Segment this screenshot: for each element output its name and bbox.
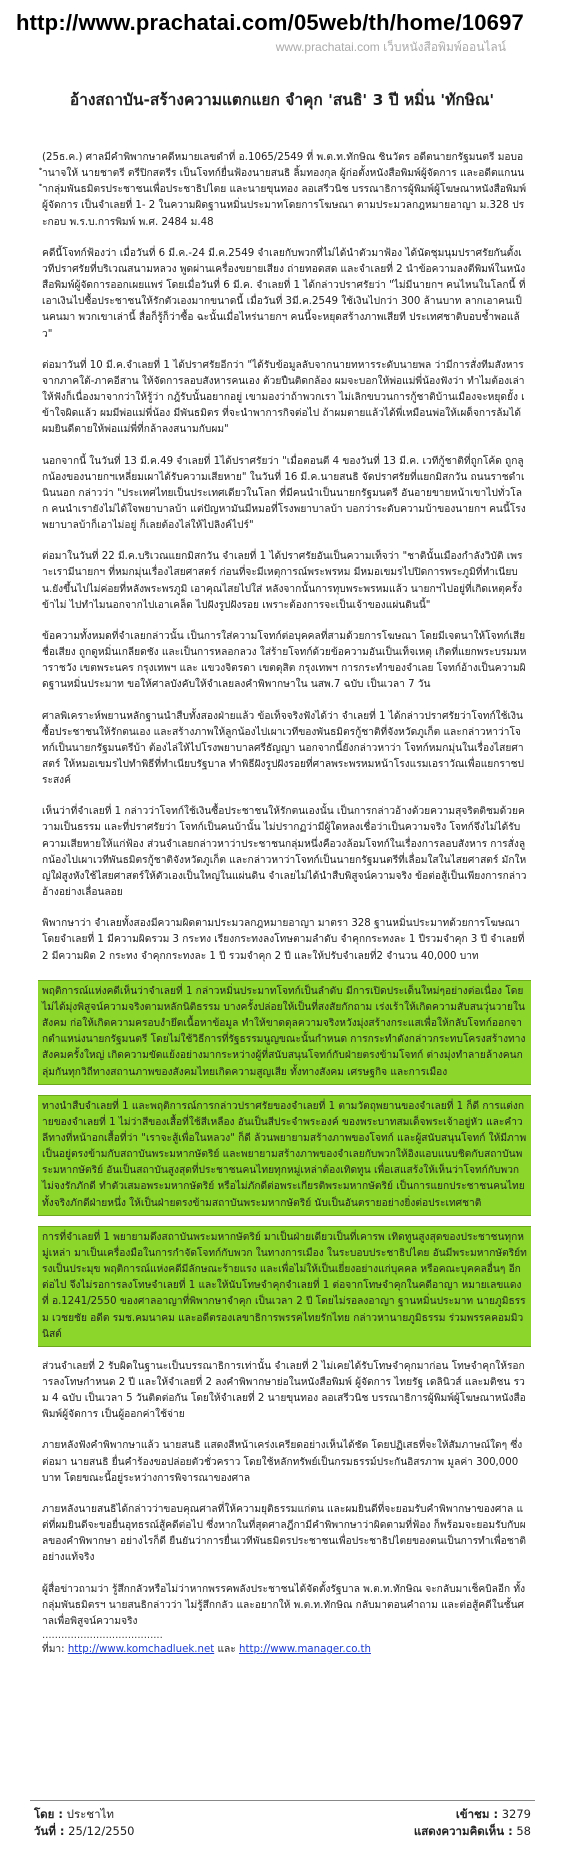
article-paragraph: ศาลพิเคราะห์พยานหลักฐานนำสืบทั้งสองฝ่ายแล้ว ข้อเท็จจริงฟังได้ว่า จำเลยที่ 1 ได้กล่าวปราศรัยว่าโจทก์ใช้เงินซื้อประชาชนให้รักตนเอง และสร้างภาพให้ลูกน้องไปเผาเวทีของพันธมิตรกู้ชาติที่จังหวัดภูเก็ต และกล่าวหาว่าโจทก์เป็นนายกรัฐมนตรีบ้า ต้องไล่ให้ไปโรงพยาบาลศรีธัญญา นอกจากนี้ยังกล่าวหาว่า โจทก์หมกมุ่นในเรื่องไสยศาสตร์ ให้หมอเขมรไปทำพิธีที่ทำเนียบรัฐบาล ทำพิธีฝังรูปฝังรอยที่ศาลพระพรหมหน้าโรงแรมเอราวัณเพื่อแยกราชประสงค์: [42, 710, 524, 787]
date-value: 25/12/2550: [68, 1824, 135, 1838]
article-paragraph: ภายหลังฟังคำพิพากษาแล้ว นายสนธิ แสดงสีหน้าเคร่งเครียดอย่างเห็นได้ชัด โดยปฏิเสธที่จะให้สัมภาษณ์ใดๆ ซึ่งต่อมา นายสนธิ ยื่นคำร้องขอปล่อยตัวชั่วคราว โดยใช้หลักทรัพย์เป็นกรมธรรม์ประกันอิสรภาพ มูลค่า 300,000 บาท โดยขณะนี้อยู่ระหว่างการพิจารณาของศาล: [42, 1440, 523, 1484]
article-paragraph: (25ธ.ค.) ศาลมีคำพิพากษาคดีหมายเลขดำที่ อ.1065/2549 ที่ พ.ต.ท.ทักษิณ ชินวัตร อดีตนายกรัฐมนตรี มอบอำนาจให้ นายชาตรี ตรีปิกสตรีร เป็นโจทก์ยื่นฟ้องนายสนธิ ลิ้มทองกุล ผู้ก่อตั้งหนังสือพิมพ์ผู้จัดการ และอดีตแกนนำกลุ่มพันธมิตรประชาชนเพื่อประชาธิปไตย และนายขุนทอง ลอเสรีวนิช บรรณาธิการผู้พิมพ์ผู้โฆษณาหนังสือพิมพ์ผู้จัดการ เป็นจำเลยที่ 1- 2 ในความผิดฐานหมิ่นประมาทโดยการโฆษณา ตามประมวลกฎหมายอาญา ม.328 ประกอบ พ.ร.บ.การพิมพ์ พ.ศ. 2484 ม.48: [42, 152, 527, 228]
article-body: [38, 150, 531, 1658]
source-and: และ: [214, 1644, 239, 1656]
author-value: ประชาไท: [66, 1807, 114, 1821]
highlighted-text: พฤติการณ์แห่งคดีเห็นว่าจำเลยที่ 1 กล่าวหมิ่นประมาทโจทก์เป็นลำดับ มีการเปิดประเด็นใหม่ๆอย่างต่อเนื่อง โดยไม่ได้มุ่งพิสูจน์ความจริงตามหลักนิติธรรม บางครั้งปล่อยให้เป็นที่สงสัยกักถาม เร่งเร้าให้เกิดความสับสนวุ่นวายในสังคม ก่อให้เกิดความครอบงำยึดเนื้อหาข้อมูล ทำให้ขาดดุลความจริงหวังมุ่งสร้างกระแสเพื่อให้กลับโจทก์ออกจากตำแหน่งนายกรัฐมนตรี โดยไม่ใช้วิธีการที่รัฐธรรมนูญขณะนั้นกำหนด การกระทำดังกล่าวกระทบโครงสร้างทางสังคมครั้งใหญ่ เกิดความขัดแย้งอย่างมากระหว่างผู้ที่สนับสนุนโจทก์กับฝ่ายตรงข้ามโจทก์ ต่างมุ่งทำลายล้างคนกลุ่มกันทุกวิถีทางสถานภาพของสังคมไทยเกิดความสูญเสีย ทั้งทางสังคม เศรษฐกิจ และการเมือง: [42, 985, 526, 1078]
article-paragraph: ต่อมาวันที่ 10 มี.ค.จำเลยที่ 1 ได้ปราศรัยอีกว่า "ได้รับข้อมูลลับจากนายทหารระดับนายพล ว่ามีการสั่งทีมสังหารจากภาคใต้-ภาคอีสาน ให้จัดการลอบสังหารคนเอง ด้วยปืนติดกล้อง ผมจะบอกให้พ่อแม่พี่น้องฟังว่า ทำไมต้องเล่าให้ฟังก็เนื่องมาจากว่าให้รู้ว่า กฎ้รับนั้นอยากอยู่ เขามองว่าถ้าพวกเรา ไม่เลิกขบวนการกู้ชาติบ้านเมืองจะหยุดยั้ง เข้าใจผิดแล้ว ผมมีพ่อแม่พี่น้อง มีพันธมิตร ที่จะนำพาการกิจต่อไป ถ้าผมตายแล้วได้พี่เหมือนพ่อให้เผด็จการล้มได้ ผมยินดีตายให้พ่อแม่พี่ที่กล้าลงสนามกับผม": [42, 359, 525, 436]
highlighted-paragraph: [38, 980, 531, 1085]
article-paragraph: ต่อมาในวันที่ 22 มี.ค.บริเวณแยกมิสกวัน จำเลยที่ 1 ได้ปราศรัยอันเป็นความเท็จว่า "ชาตินั้นเมืองกำลังวิบัติ เพราะเรามีนายกฯ ที่หมกมุ่นเรื่องไสยศาสตร์ ก่อนที่จะมีเหตุการณ์พระพรหม มีหมอเขมรไปปิดการพระภูมิที่ทำเนียบน.ยังขึ้นไปไม่ค่อยที่หลังพระพรภูมิ เอาคุณไสยไปใส่ หลังจากนั้นการทุบพระพรหมแล้ว นายกฯไปอยู่ที่เกิดเหตุครั้งข้าไม่ ไปทำไมนอกจากไปเอาเคล็ด ไปฝังรูปฝังรอย เพราะต้องการจะเป็นเจ้าของแผ่นดินนี้": [42, 551, 523, 611]
highlighted-text: ทางนำสืบจำเลยที่ 1 และพฤติการณ์การกล่าวปราศรัยของจำเลยที่ 1 ตามวัตถุพยานของจำเลยที่ 1 ก็ดี การแต่งกายของจำเลยที่ 1 ไม่ว่าสีของเสื้อที่ใช้สีเหลือง อันเป็นสีประจำพระองค์ ของพระบาทสมเด็จพระเจ้าอยู่หัว และคำวลีทางที่หน้าอกเสื้อที่ว่า "เราจะสู้เพื่อในหลวง" ก็ดี ล้วนพยายามสร้างภาพของโจทก์ และผู้สนับสนุนโจทก์ ให้มีภาพเป็นอยู่ตรงข้ามกับสถาบันพระมหากษัตริย์ และพยายามสร้างภาพของจำเลยกับพวกให้อิงแอบแนบชิดกับสถาบันพระมหากษัตริย์ อันเป็นสถาบันสูงสุดที่ประชาชนคนไทยทุกหมู่เหล่าต้องเทิดทูน เพื่อเสแสร้งให้เห็นว่าโจทก์กับพวก ไม่จงรักภักดี ทำตัวเสมอพระมหากษัตริย์ หรือไม่ภักดีต่อพระเกียรติพระมหากษัตริย์ เป็นการแยกประชาชนคนไทยทั้งจริงภักดีฝ่ายหนึ่ง ให้เป็นฝ่ายตรงข้ามสถาบันพระมหากษัตริย์ นับเป็นอันตรายอย่างยิ่งต่อประเทศชาติ: [42, 1100, 527, 1209]
highlighted-text: การที่จำเลยที่ 1 พยายามดึงสถาบันพระมหากษัตริย์ มาเป็นฝ่ายเดียวเป็นที่เคารพ เทิดทูนสูงสุดของประชาชนทุกหมู่เหล่า มาเป็นเครื่องมือในการกำจัดโจทก์กับพวก ในทางการเมือง ในระบอบประชาธิปไตย อันมีพระมหากษัตริย์ทรงเป็นประมุข พฤติการณ์แห่งคดีมีลักษณะร้ายแรง และเพื่อไม่ให้เป็นเยี่ยงอย่างแก่บุคคล หรือคณะบุคคลอื่นๆ อีกต่อไป จึงไม่รอการลงโทษจำเลยที่ 1 และให้นับโทษจำคุกจำเลยที่ 1 ต่อจากโทษจำคุกในคดีอาญา หมายเลขแดงที่ อ.1241/2550 ของศาลอาญาที่พิพากษาจำคุก เป็นเวลา 2 ปี โดยไม่รอลงอาญา ฐานหมิ่นประมาท นายภูมิธรรม เวชยชัย อดีต รมช.คมนาคม และอดีตรองเลขาธิการพรรคไทยรักไทย กล่าวหานายภูมิธรรม ร่วมพรรคคอมมิวนิสต์: [42, 1231, 527, 1340]
article-paragraph: ผู้สื่อข่าวถามว่า รู้สึกกลัวหรือไม่ว่าหากพรรคพลังประชาชนได้จัดตั้งรัฐบาล พ.ต.ท.ทักษิณ จะกลับมาเช็คบิลอีก ทั้งกลุ่มพันธมิตรฯ นายสนธิกล่าวว่า ไม่รู้สึกกลัว และอยากให้ พ.ต.ท.ทักษิณ กลับมาตอนคำถาม และต่อสู้คดีในชั้นศาลเพื่อพิสูจน์ความจริง: [42, 1583, 526, 1627]
source-label: ที่มา:: [42, 1644, 65, 1656]
views-label: เข้าชม :: [455, 1807, 499, 1821]
site-tagline: www.prachatai.com เว็บหนังสือพิมพ์ออนไลน์: [275, 40, 506, 54]
author-label: โดย :: [34, 1807, 63, 1821]
article-footer: [30, 1800, 535, 1846]
article-paragraph: เห็นว่าที่จำเลยที่ 1 กล่าวว่าโจทก์ใช้เงินซื้อประชาชนให้รักตนเองนั้น เป็นการกล่าวอ้างด้วยความสุจริตติชมด้วยความเป็นธรรม และที่ปราศรัยว่า โจทก์เป็นคนบ้านั้น ไม่ปรากฏว่ามีผู้ใดหลงเชื่อว่าเป็นความจริง โจทก์จึงไม่ได้รับความเสียหายให้แก่ฟ้อง ส่วนจำเลยกล่าวหาว่าประชาชนกลุ่มหนึ่งคือวงล้อมโจทก์ในเรื่องการลอบสังหาร การสั่งลูกน้องไปเผาเวทีพันธมิตรกู้ชาติจังหวัดภูเก็ต และกล่าวหาว่าโจทก์เป็นนายกรัฐมนตรีที่เลื่อมใสในไสยศาสตร์ มักใหญ่ใฝ่สูงหังใช้ไสยศาสตร์ให้ตัวเองเป็นใหญ่ในแผ่นดิน จำเลยไม่ได้นำสืบพิสูจน์ความจริง ข้อต่อสู้เป็นเพียงการกล่าวอ้างอย่างเลื่อนลอย: [42, 806, 527, 899]
highlighted-paragraph: [38, 1226, 531, 1347]
source-link-komchadluek[interactable]: http://www.komchadluek.net: [67, 1644, 215, 1656]
source-line: [38, 1642, 531, 1658]
article-paragraph: ส่วนจำเลยที่ 2 รับผิดในฐานะเป็นบรรณาธิการเท่านั้น จำเลยที่ 2 ไม่เคยได้รับโทษจำคุกมาก่อน โทษจำคุกให้รอการลงโทษกำหนด 2 ปี และให้จำเลยที่ 2 ลงคำพิพากษาย่อในหนังสือพิมพ์ ผู้จัดการ ไทยรัฐ เดลินิวส์ และมติชน รวม 4 ฉบับ เป็นเวลา 5 วันติดต่อกัน โดยให้จำเลยที่ 2 นายขุนทอง ลอเสรีวนิช บรรณาธิการผู้พิมพ์ผู้โฆษณาหนังสือพิมพ์ผู้จัดการ เป็นผู้ออกค่าใช้จ่าย: [42, 1360, 526, 1421]
article-paragraph: ภายหลังนายสนธิได้กล่าวว่าขอบคุณศาลที่ให้ความยุติธรรมแก่ตน และผมยินดีที่จะยอมรับคำพิพากษาของศาล แต่ที่ผมยินดีจะขอยื่นอุทธรณ์สู้คดีต่อไป ซึ่งหากในที่สุดศาลฎีกามีคำพิพากษาว่าผิดตามที่ฟ้อง ก็พร้อมจะยอมรับกับผลของคำพิพากษา อย่างไรก็ดี ยืนยันว่าการยื่นเวทีพันธมิตรประชาชนเพื่อประชาธิปไตยของตนเป็นการทำเพื่อชาติอย่างแท้จริง: [42, 1503, 527, 1564]
views-count: 3279: [501, 1807, 531, 1821]
comments-count: 58: [516, 1824, 531, 1838]
page-header: [0, 0, 564, 57]
article-paragraph: พิพากษาว่า จำเลยทั้งสองมีความผิดตามประมวลกฎหมายอาญา มาตรา 328 ฐานหมิ่นประมาทด้วยการโฆษณา โดยจำเลยที่ 1 มีความผิดรวม 3 กระทง เรียงกระทงลงโทษตามลำดับ จำคุกกระทงละ 1 ปีรวมจำคุก 3 ปี จำเลยที่ 2 มีความผิด 2 กระทง จำคุกกระทงละ 1 ปี รวมจำคุก 2 ปี และให้ปรับจำเลยที่2 จำนวน 40,000 บาท: [42, 918, 525, 962]
article-paragraph: ข้อความทั้งหมดที่จำเลยกล่าวนั้น เป็นการใส่ความโจทก์ต่อบุคคลที่สามด้วยการโฆษณา โดยมีเจตนาให้โจทก์เสียชื่อเสียง ถูกดูหมิ่นเกลียดชัง และเป็นการหลอกลวง ใส่ร้ายโจทก์ด้วยข้อความอันเป็นเท็จเหตุ เกิดที่แยกพระบรมมหาราชวัง เขตพระนคร กรุงเทพฯ และ แขวงจิตรดา เขตดุสิต กรุงเทพฯ การกระทำของจำเลย โจทก์อ้างเป็นความผิดฐานหมิ่นประมาท ขอให้ศาลบังคับให้จำเลยลงคำพิพากษาใน นสพ.7 ฉบับ เป็นเวลา 7 วัน: [42, 630, 527, 691]
article-paragraph: นอกจากนี้ ในวันที่ 13 มี.ค.49 จำเลยที่ 1ได้ปราศรัยว่า "เมื่อตอนตี 4 ของวันที่ 13 มี.ค. เวทีกู้ชาติที่ถูกโค้ด ถูกลูกน้องของนายกฯเหลี่ยมเผาได้รับความเสียหาย" ในวันที่ 16 มี.ค.นายสนธิ จัดปราศรัยที่แยกมิสกวัน ถนนราชดำเนินนอก กล่าวว่า "ประเทศไทยเป็นประเทศเดียวในโลก ที่มีคนนำเป็นนายกรัฐมนตรี อันอายขายหน้าเขาไปทั่วโลก คนนำเรายังไม่ได้ใจพยาบาลบ้า แต่ปัญหามันมีหมอที่โรงพยาบาลบ้า บอกว่าระดับความบ้าของนายกฯ คนนี้โรงพยาบาลบ้าก็เอาไม่อยู่ ก็เลยต้องไล่ให้ไปลิงค์ไปร์": [42, 455, 526, 532]
source-link-manager[interactable]: http://www.manager.co.th: [239, 1644, 371, 1656]
highlighted-paragraph: [38, 1095, 531, 1216]
comments-label: แสดงความคิดเห็น :: [413, 1824, 513, 1838]
separator-dots: ......................................: [42, 1630, 163, 1642]
page-url[interactable]: http://www.prachatai.com/05web/th/home/10697: [15, 10, 524, 35]
article-title: อ้างสถาบัน-สร้างความแตกแยก จำคุก 'สนธิ' 3 ปี หมิ่น 'ทักษิณ': [69, 91, 495, 109]
article-paragraph: คดีนี้โจทก์ฟ้องว่า เมื่อวันที่ 6 มี.ค.-24 มี.ค.2549 จำเลยกับพวกที่ไม่ได้นำตัวมาฟ้อง ได้นัดชุมนุมปราศรัยกันตั้งเวทีปราศรัยที่บริเวณสนามหลวง พูดผ่านเครื่องขยายเสียง ถ่ายทอดสด และจำเลยที่ 2 นำข้อความลงตีพิมพ์ในหนังสือพิมพ์ผู้จัดการออกเผยแพร่ โดยเมื่อวันที่ 6 มี.ค. จำเลยที่ 1 ได้กล่าวปราศรัยว่า "ไม่มีนายกฯ คนไหนในโลกนี้ ที่เอาเงินไปซื้อประชาชนให้รักตัวเองมากขนาดนี้ เมื่อวันที่ 3มี.ค.2549 ใช้เงินไปกว่า 300 ล้านบาท ลากเอาคนเป็นคนมา พวกเขาเล่านี้ สื่อก็รู้ก็ว่าซื้อ ฉะนั้นเมื่อไหร่นายกฯ คนนี้จะหยุดสร้างภาพเสียที ประเทศชาติบอบช้ำพอแล้ว": [42, 247, 526, 340]
date-label: วันที่ :: [34, 1824, 65, 1838]
